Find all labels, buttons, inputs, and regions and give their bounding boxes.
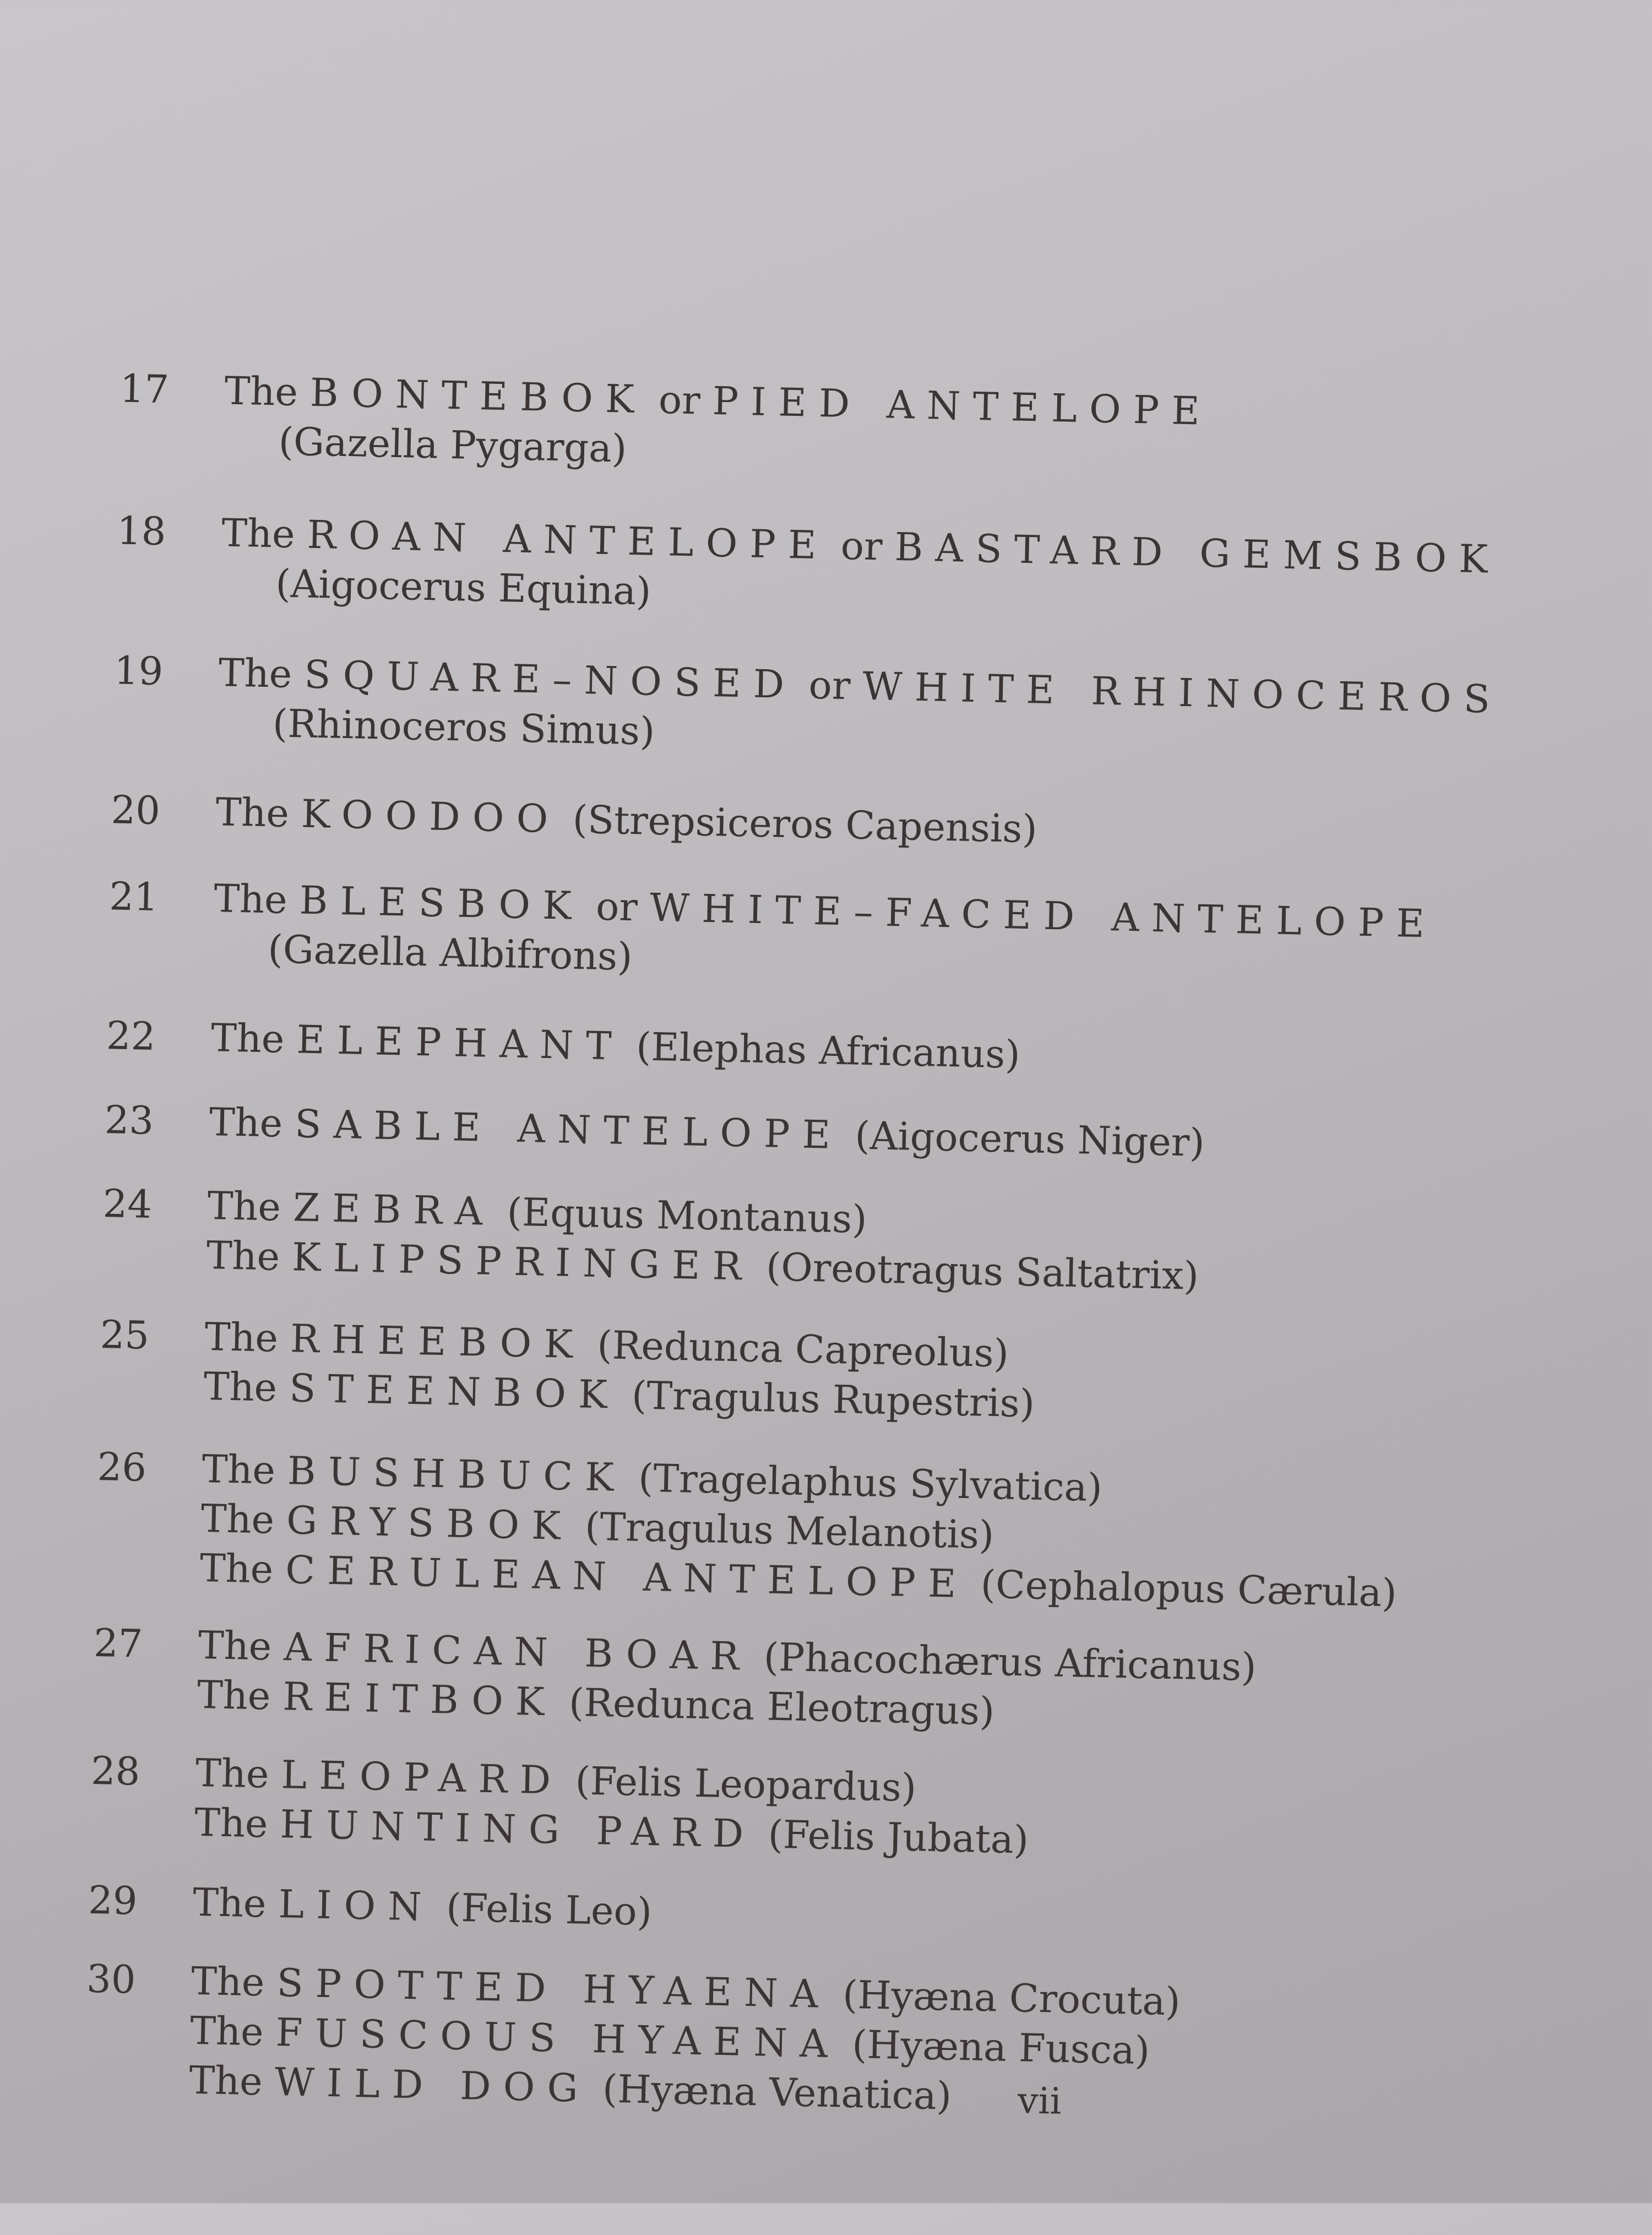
- entry-line: [215, 787, 1038, 854]
- entry-conjunction: or: [808, 662, 851, 709]
- entry-prefix: The: [200, 1495, 275, 1543]
- animal-name: ROAN ANTELOPE: [306, 512, 829, 568]
- latin-name: (Tragulus Melanotis): [584, 1504, 995, 1558]
- latin-name: (Tragulus Rupestris): [631, 1373, 1035, 1426]
- animal-name: LION: [278, 1881, 434, 1930]
- entry-conjunction: or: [840, 523, 883, 569]
- entry-line: [210, 1013, 1020, 1079]
- animal-name: REITBOK: [282, 1674, 557, 1725]
- animal-alt-name: WHITE–FACED ANTELOPE: [649, 885, 1437, 947]
- plate-entry-27: [92, 1618, 1257, 1742]
- plate-number: 25: [99, 1312, 150, 1358]
- latin-name: (Rhinoceros Simus): [272, 701, 655, 754]
- plate-entry-20: [111, 785, 1038, 854]
- entry-prefix: The: [188, 2057, 263, 2104]
- plate-entry-29: [88, 1875, 653, 1936]
- animal-name: KLIPSPRINGER: [291, 1234, 754, 1289]
- entry-prefix: The: [224, 368, 298, 415]
- latin-name: (Gazella Albifrons): [267, 926, 633, 980]
- entry-prefix: The: [206, 1183, 281, 1230]
- plate-entry-25: [99, 1310, 1036, 1429]
- entry-prefix: The: [198, 1622, 273, 1669]
- plate-number: 20: [110, 787, 161, 834]
- plate-number: 26: [96, 1444, 147, 1490]
- plate-entry-21: [108, 871, 1437, 998]
- entry-prefix: The: [221, 510, 296, 557]
- plate-number: 17: [119, 366, 170, 413]
- animal-name: BONTEBOK: [309, 370, 647, 422]
- entry-conjunction: or: [595, 883, 638, 930]
- entry-prefix: The: [218, 650, 293, 697]
- animal-name: KOODOO: [301, 791, 561, 842]
- plate-entry-26: [95, 1442, 1399, 1618]
- animal-name: GRYSBOK: [286, 1498, 573, 1549]
- latin-name: (Cephalopus Cærula): [980, 1561, 1398, 1616]
- entry-line: [192, 1878, 653, 1936]
- animal-name: SQUARE–NOSED: [303, 652, 797, 708]
- entry-prefix: The: [195, 1750, 270, 1797]
- animal-name: HUNTING PARD: [279, 1802, 757, 1857]
- latin-name: (Strepsiceros Capensis): [572, 796, 1038, 852]
- plate-entry-30: [84, 1954, 1181, 2126]
- plate-number: 19: [113, 648, 164, 695]
- animal-alt-name: PIED ANTELOPE: [712, 378, 1213, 434]
- entry-prefix: The: [213, 876, 288, 923]
- plate-entry-17: [118, 364, 1213, 485]
- latin-name: (Felis Leo): [445, 1885, 653, 1935]
- latin-name: (Tragelaphus Sylvatica): [638, 1455, 1103, 1511]
- animal-name: LEOPARD: [280, 1752, 564, 1803]
- animal-alt-name: BASTARD GEMSBOK: [894, 524, 1501, 582]
- animal-name: SABLE ANTELOPE: [294, 1101, 844, 1158]
- entry-line: [209, 1097, 1205, 1168]
- animal-name: WILD DOG: [274, 2059, 591, 2111]
- entry-prefix: The: [197, 1672, 271, 1719]
- latin-name: (Hyæna Venatica): [602, 2066, 952, 2119]
- animal-name: SPOTTED HYAENA: [276, 1960, 831, 2017]
- animal-name: RHEEBOK: [290, 1316, 586, 1368]
- entry-prefix: The: [215, 789, 290, 836]
- entry-prefix: The: [203, 1363, 278, 1411]
- animal-name: FUSCOUS HYAENA: [275, 2009, 841, 2067]
- plate-number: 29: [88, 1877, 138, 1924]
- latin-name: (Aigocerus Niger): [854, 1113, 1205, 1165]
- animal-name: BUSHBUCK: [287, 1448, 627, 1501]
- entry-prefix: The: [206, 1233, 280, 1279]
- plate-number: 27: [93, 1620, 144, 1667]
- entry-prefix: The: [199, 1545, 274, 1592]
- entry-prefix: The: [191, 1958, 265, 2005]
- latin-name: (Equus Montanus): [506, 1189, 868, 1243]
- entry-prefix: The: [192, 1879, 267, 1927]
- latin-name: (Elephas Africanus): [635, 1024, 1021, 1077]
- latin-name: (Hyæna Crocuta): [842, 1972, 1181, 2025]
- animal-name: ZEBRA: [292, 1185, 496, 1234]
- plate-number: 21: [108, 874, 159, 920]
- plate-number: 30: [86, 1956, 137, 2003]
- entry-prefix: The: [209, 1099, 283, 1146]
- animal-alt-name: WHITE RHINOCEROS: [862, 663, 1503, 723]
- entry-prefix: The: [189, 2008, 264, 2055]
- animal-name: AFRICAN BOAR: [283, 1624, 752, 1679]
- plate-number: 24: [102, 1181, 153, 1227]
- latin-name: (Redunca Eleotragus): [568, 1680, 995, 1734]
- latin-name: (Hyæna Fusca): [851, 2021, 1150, 2074]
- latin-name: (Phacochærus Africanus): [763, 1634, 1257, 1690]
- plate-entry-28: [89, 1746, 1030, 1865]
- plate-number: 23: [104, 1097, 154, 1143]
- animal-name: ELEPHANT: [296, 1017, 624, 1069]
- plate-number: 28: [90, 1748, 141, 1794]
- plate-number: 18: [116, 508, 167, 555]
- entry-conjunction: or: [658, 377, 701, 424]
- entry-prefix: The: [194, 1799, 269, 1847]
- animal-name: BLESBOK: [299, 877, 584, 929]
- plate-entry-19: [112, 645, 1503, 774]
- latin-name: (Gazella Pygarga): [278, 419, 628, 471]
- plate-entry-23: [104, 1095, 1205, 1168]
- latin-name: (Aigocerus Equina): [275, 561, 652, 614]
- latin-name: (Oreotragus Saltatrix): [765, 1244, 1199, 1299]
- entry-prefix: The: [204, 1314, 279, 1361]
- plate-entry-18: [116, 506, 1501, 634]
- latin-name: (Redunca Capreolus): [596, 1322, 1009, 1376]
- plate-entry-24: [101, 1179, 1200, 1301]
- animal-name: STEENBOK: [289, 1365, 620, 1418]
- latin-name: (Felis Leopardus): [574, 1758, 917, 1811]
- entry-prefix: The: [210, 1015, 285, 1062]
- page-number: vii: [1017, 2079, 1062, 2123]
- plate-number: 22: [106, 1013, 156, 1059]
- plate-entry-22: [106, 1011, 1020, 1079]
- entry-prefix: The: [201, 1446, 276, 1493]
- animal-name: CERULEAN ANTELOPE: [285, 1547, 969, 1607]
- latin-name: (Felis Jubata): [767, 1811, 1029, 1863]
